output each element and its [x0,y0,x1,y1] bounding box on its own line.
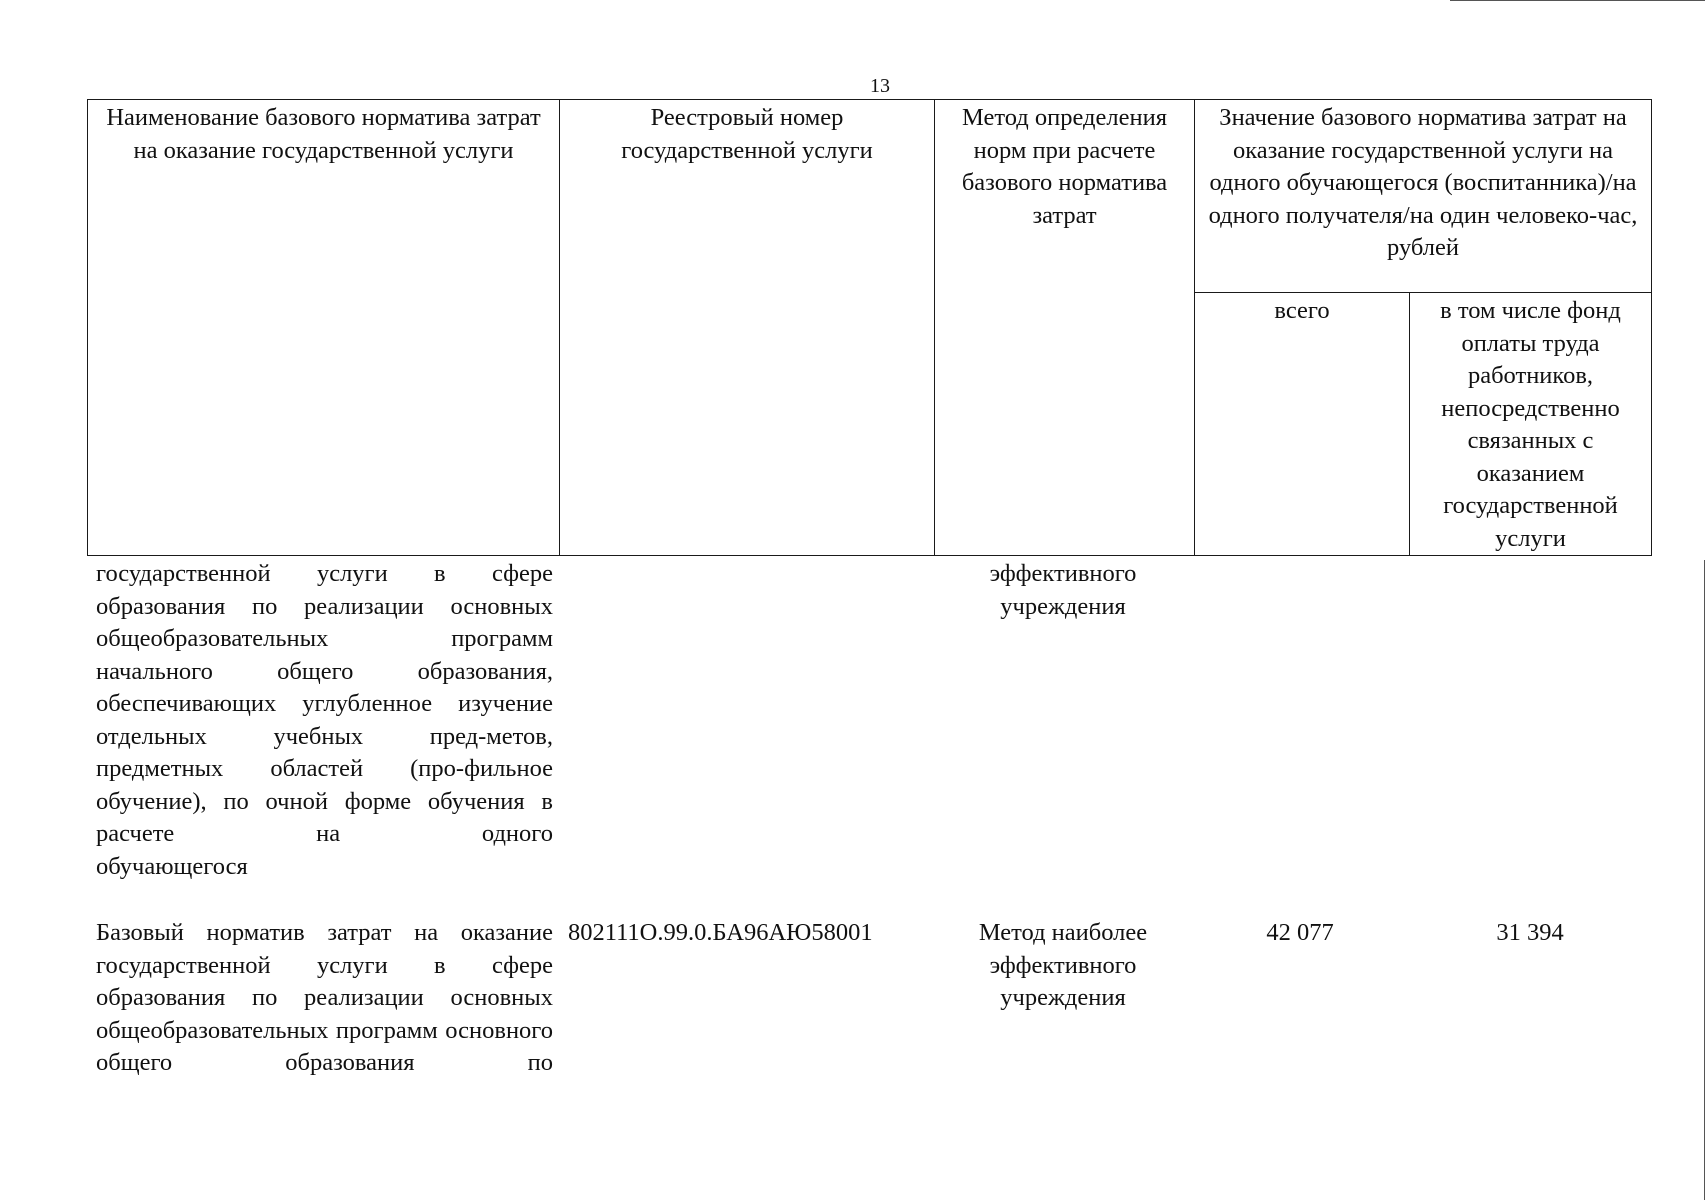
header-col-total: всего [1195,293,1410,556]
row1-service-name [96,558,553,883]
row2-registry-number: 802111О.99.0.БА96АЮ58001 [568,919,873,946]
row2-method: Метод наиболее эффективного учреждения [978,919,1148,1011]
header-col-name: Наименование базового норматива затрат на оказание государственной услуги [88,100,560,556]
row2-service-name: Базовый норматив затрат на оказание государственной услуги в сфере образования по реализации основных общеобразовательных программ основного общего образования по [96,919,553,1076]
row1-service-name-text: государственной услуги в сфере образования по реализации основных общеобразовательных программ начального общего образования, обеспечивающих углубленное изучение отдельных учебных пред-метов, предметных областей (про-фильное обучение), по очной форме обучения в расчете на одного [96,560,553,847]
header-col-method: Метод определения норм при расчете базового норматива затрат [935,100,1195,556]
row2-total-value: 42 077 [1266,919,1334,946]
row2-payroll-value: 31 394 [1496,919,1564,946]
header-col-registry: Реестровый номер государственной услуги [560,100,935,556]
header-col-payroll: в том числе фонд оплаты труда работников, непосредственно связанных с оказанием государственной услуги [1410,293,1652,556]
scan-edge-line-right [1704,560,1705,1200]
header-col-value: Значение базового норматива затрат на оказание государственной услуги на одного обучающегося (воспитанника)/на одного получателя/на один человеко-час, рублей [1195,100,1652,293]
page-number: 13 [870,75,890,97]
header-table [87,99,1652,556]
scan-edge-line [1450,0,1705,1]
row1-service-name-last-line: обучающегося [96,852,248,880]
row1-method: эффективного учреждения [989,560,1137,620]
